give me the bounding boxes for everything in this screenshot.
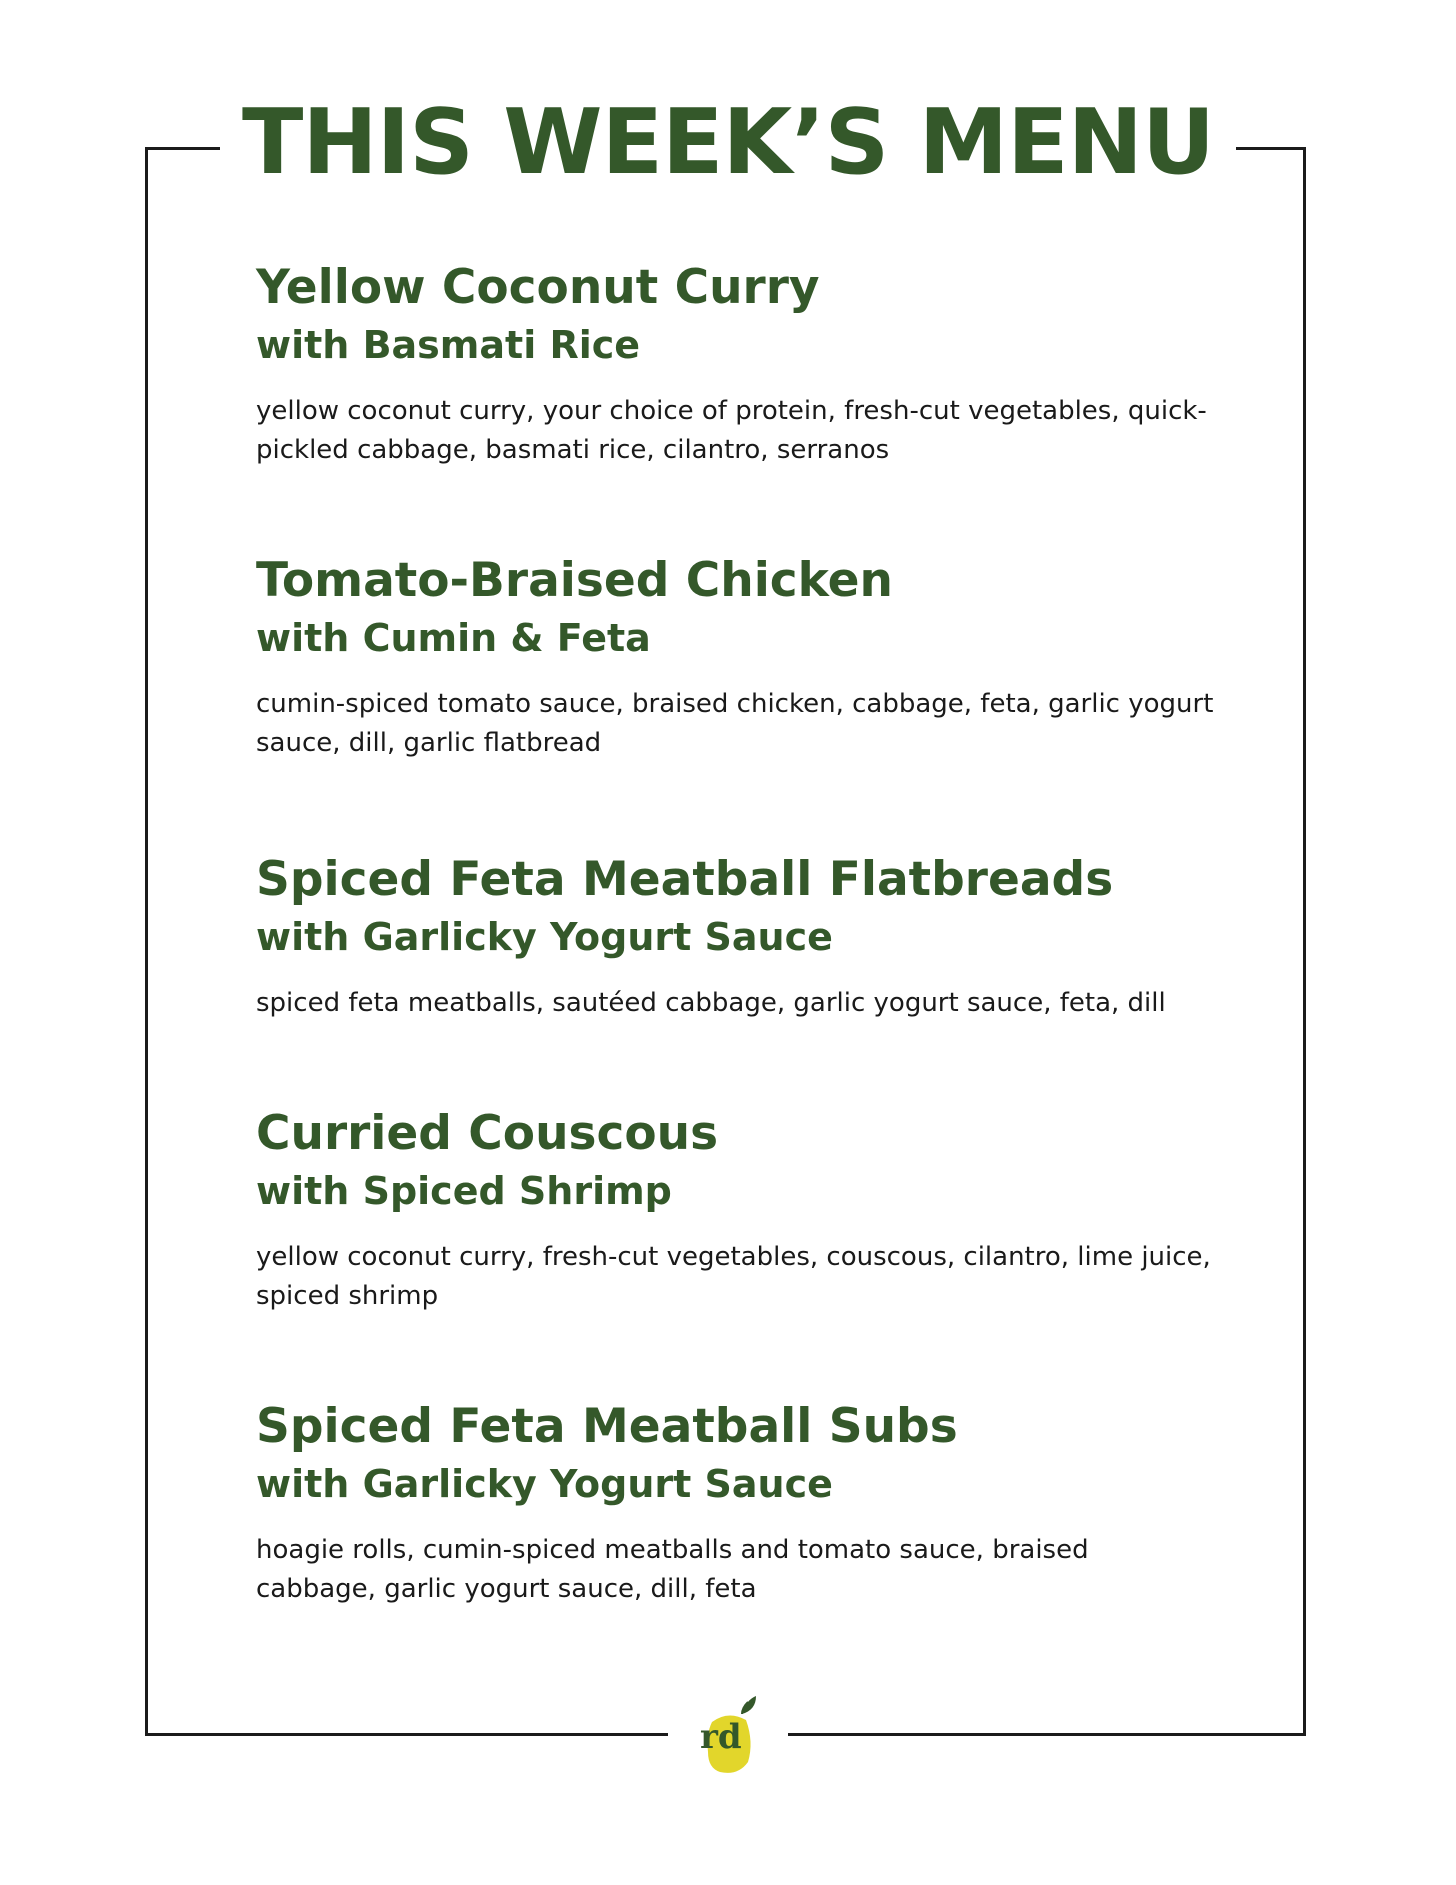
menu-item-description: spiced feta meatballs, sautéed cabbage, garlic yogurt sauce, feta, dill	[256, 988, 1166, 1018]
menu-item-title: Spiced Feta Meatball Subs	[256, 1399, 958, 1454]
menu-item	[256, 1104, 1256, 1316]
page-title: THIS WEEK’S MENU	[220, 88, 1236, 198]
menu-item	[256, 850, 1256, 1023]
menu-item-subtitle: with Basmati Rice	[256, 323, 641, 367]
menu-item-title: Spiced Feta Meatball Flatbreads	[256, 852, 1114, 907]
menu-item-description: hoagie rolls, cumin-spiced meatballs and tomato sauce, braised cabbage, garlic yogurt sauce, dill, feta	[256, 1535, 1089, 1604]
menu-item	[256, 551, 1256, 763]
menu-item-subtitle: with Garlicky Yogurt Sauce	[256, 915, 833, 959]
rd-lemon-logo-icon	[698, 1692, 758, 1778]
logo-text: rd	[700, 1717, 742, 1757]
title-wrap	[0, 88, 1456, 198]
menu-item-description: cumin-spiced tomato sauce, braised chicken, cabbage, feta, garlic yogurt sauce, dill, garlic flatbread	[256, 689, 1214, 758]
menu-item-description: yellow coconut curry, fresh-cut vegetables, couscous, cilantro, lime juice, spiced shrimp	[256, 1242, 1211, 1311]
logo-wrap	[668, 1692, 788, 1782]
menu-item-subtitle: with Cumin & Feta	[256, 616, 651, 660]
menu-item	[256, 1397, 1256, 1609]
menu-item-title: Yellow Coconut Curry	[256, 260, 820, 315]
menu-item-title: Curried Couscous	[256, 1106, 719, 1161]
menu-item-subtitle: with Garlicky Yogurt Sauce	[256, 1462, 833, 1506]
menu-item-title: Tomato-Braised Chicken	[256, 553, 894, 608]
menu-item-subtitle: with Spiced Shrimp	[256, 1169, 672, 1213]
menu-item	[256, 258, 1256, 470]
menu-item-description: yellow coconut curry, your choice of protein, fresh-cut vegetables, quick-pickled cabbage, basmati rice, cilantro, serranos	[256, 396, 1207, 465]
